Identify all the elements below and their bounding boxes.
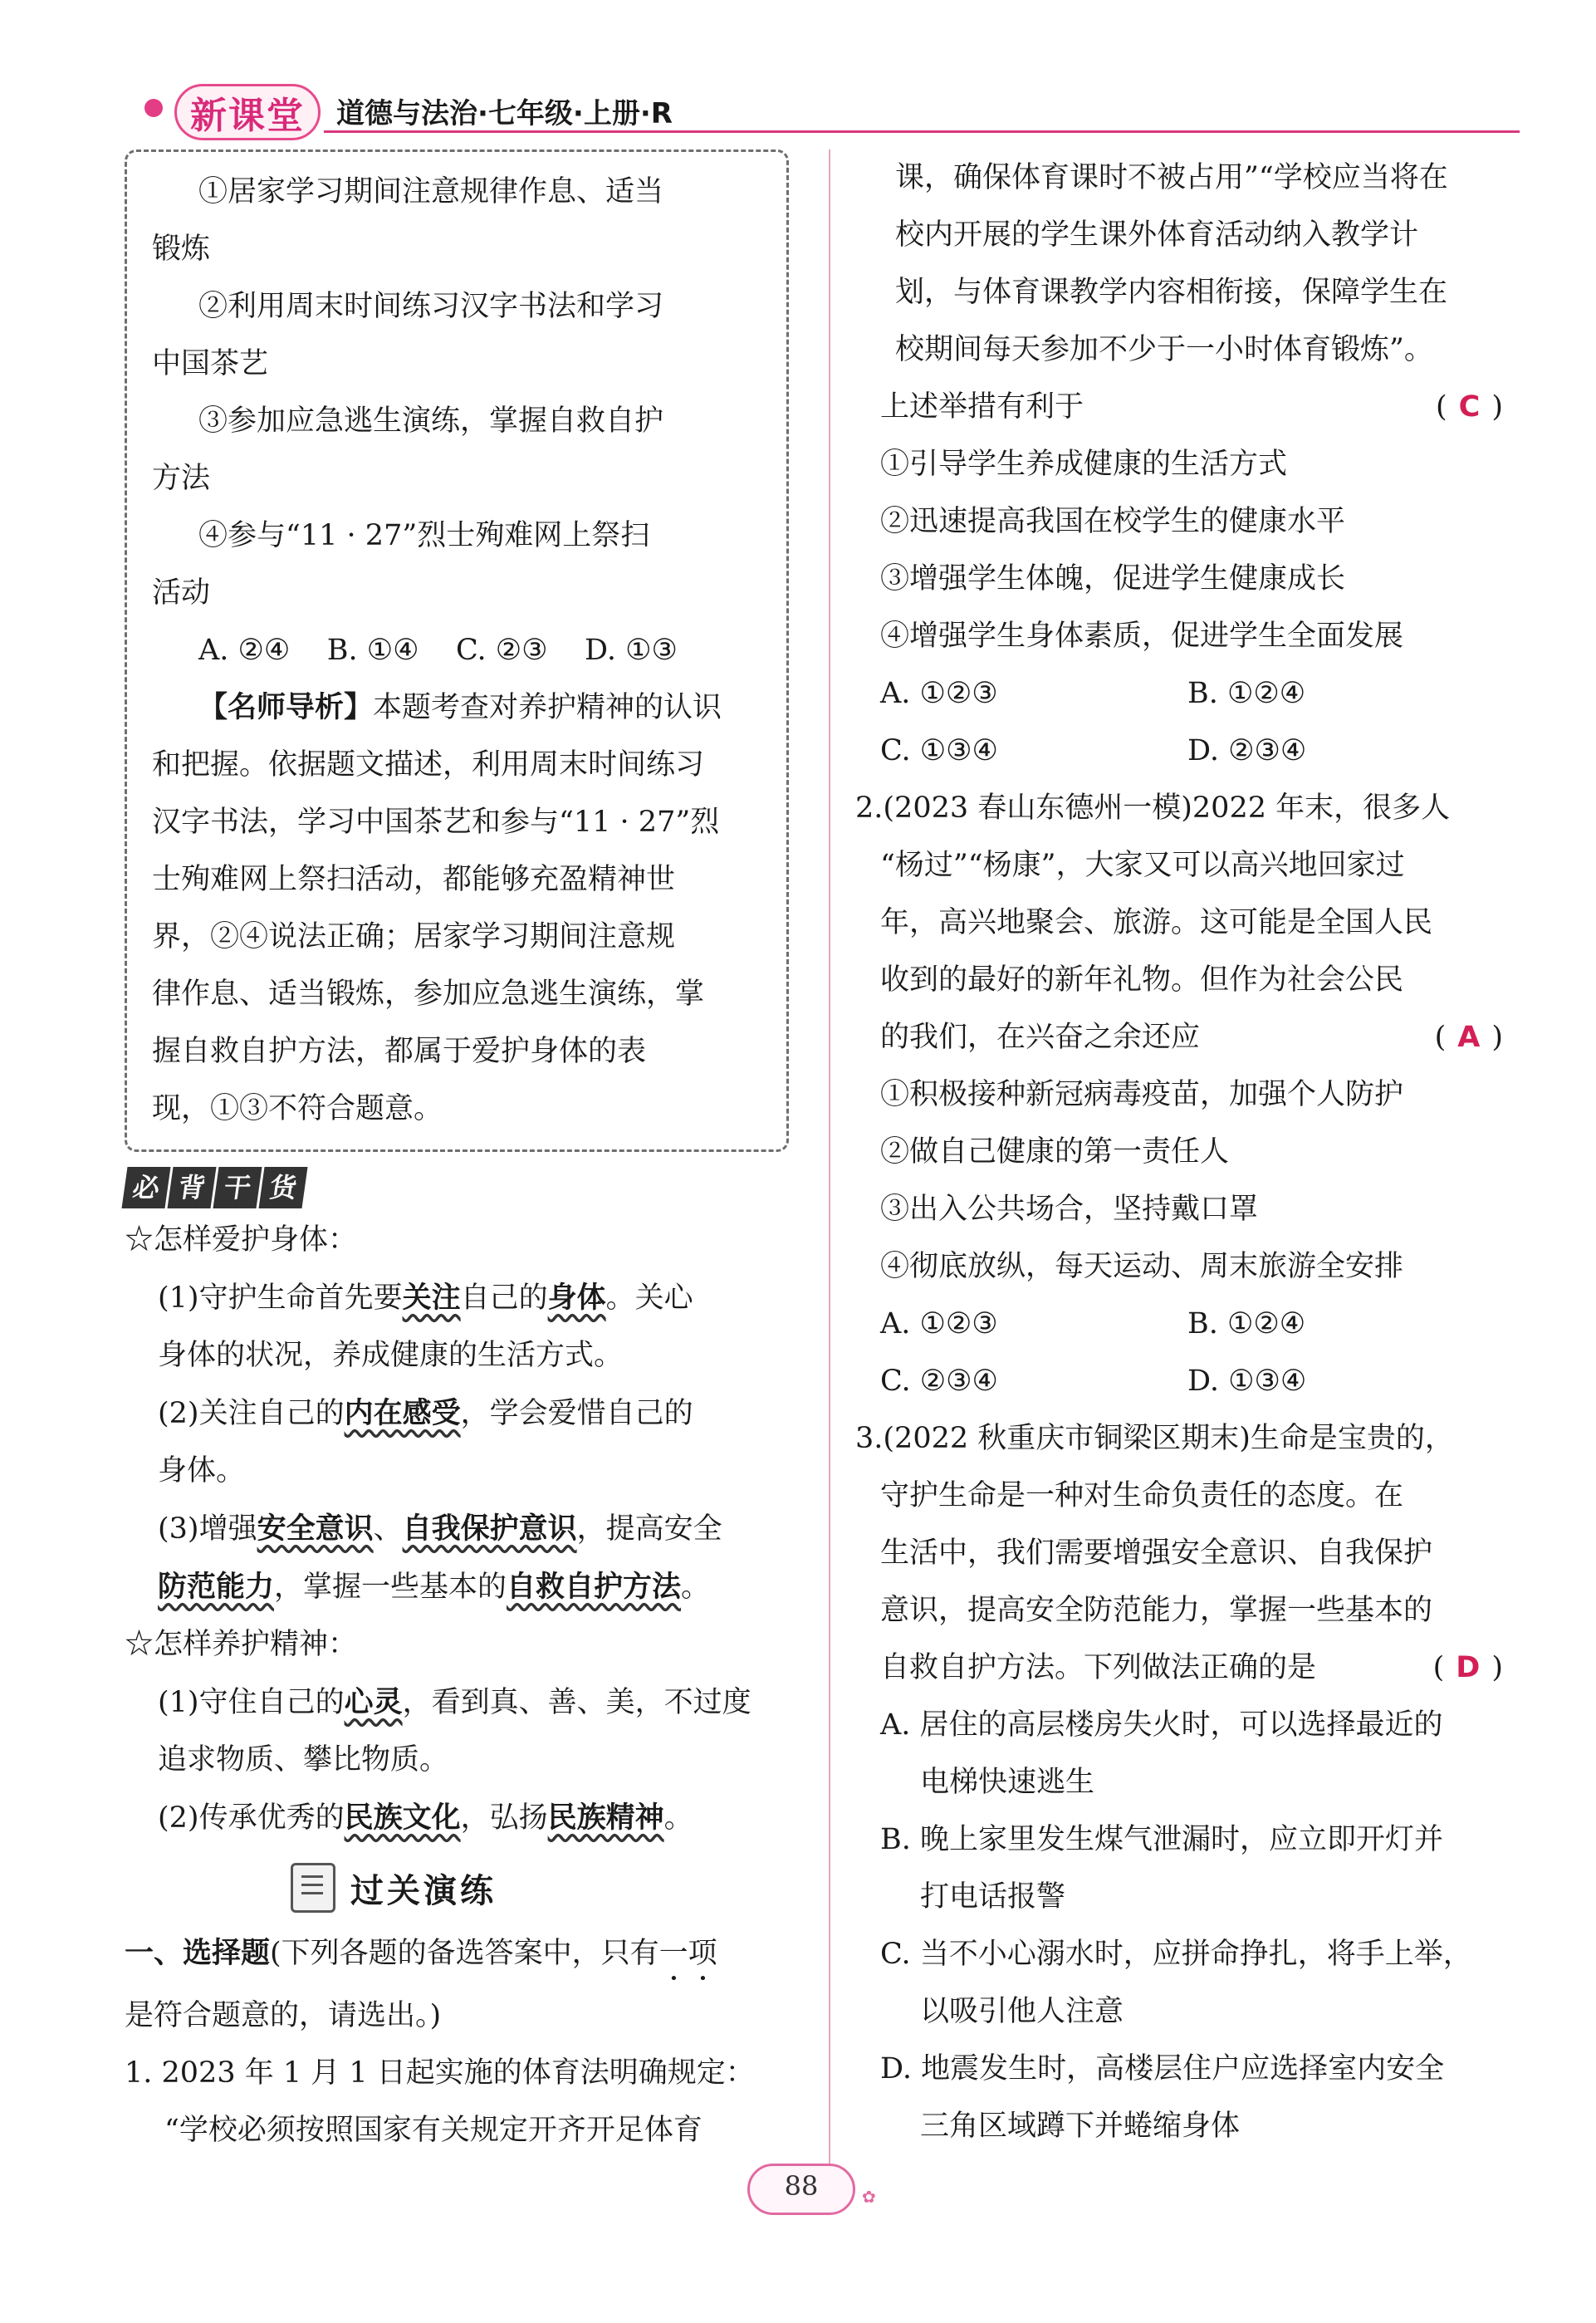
q1-option-2: ②迅速提高我国在校学生的健康水平 [880,505,1346,538]
answer-bracket: ( D ) [1433,1639,1503,1697]
emphasis-text: 一项 [658,1937,717,1970]
text: 的我们，在兴奋之余还应 [880,1021,1201,1054]
text: 上述举措有利于 [880,390,1084,424]
keyword: 自我保护意识 [402,1512,577,1546]
q3-choice-c-cont: 以吸引他人注意 [920,1995,1124,2028]
text: 。 [663,1801,693,1835]
keyword: 民族精神 [547,1801,664,1835]
choice-c: C. ①③④ [880,734,998,767]
option-1: ①居家学习期间注意规律作息、适当 [198,175,664,208]
question-1-line-2: “学校必须按照国家有关规定开齐开足体育 [164,2114,703,2147]
page-header [125,79,1520,145]
body-point-3 [125,1500,805,1558]
explanation-line-4: 士殉难网上祭扫活动，都能够充盈精神世 [152,863,676,896]
q3-choice-b: B. 晚上家里发生煤气泄漏时，应立即开灯并 [880,1823,1443,1856]
q3-choice-d: D. 地震发生时，高楼层住户应选择室内安全 [880,2052,1445,2085]
choice-a: A. ①②③ [880,1307,998,1340]
text: 自己的 [460,1282,548,1315]
text: 、 [373,1512,403,1546]
q2-option-3: ③出入公共场合，坚持戴口罩 [880,1193,1259,1226]
choice-d: D. ②③④ [1187,734,1307,767]
explanation-line-1 [152,679,766,737]
question-3-line-1: 3.(2022 秋重庆市铜梁区期末)生命是宝贵的， [855,1422,1454,1455]
question-1-line-6: 校期间每天参加不少于一小时体育锻炼”。 [895,333,1433,366]
right-column [855,149,1503,2155]
body-point-2 [125,1384,805,1443]
logo-text: 新课堂 [190,95,305,137]
notebook-icon [291,1863,335,1913]
option-3-cont: 方法 [152,462,211,495]
q3-choice-a: A. 居住的高层楼房失火时，可以选择最近的 [880,1708,1443,1742]
question-2-line-3: 年，高兴地聚会、旅游。这可能是全国人民 [880,906,1433,939]
answer-2: A [1457,1021,1481,1054]
spirit-care-heading: ☆怎样养护精神： [125,1628,358,1661]
choice-d: D. ①③④ [1187,1365,1307,1398]
question-1-line-1: 1. 2023 年 1 月 1 日起实施的体育法明确规定： [125,2056,755,2090]
q1-option-1: ①引导学生养成健康的生活方式 [880,448,1288,481]
section-1-intro-cont: 是符合题意的，请选出。) [125,1999,442,2032]
text: ，提高安全 [576,1512,722,1546]
question-1-line-3: 课，确保体育课时不被占用”“学校应当将在 [895,161,1448,194]
keyword: 自救自护方法 [507,1570,682,1604]
text: 。 [681,1571,711,1604]
keyword: 安全意识 [257,1512,374,1546]
keyword: 防范能力 [158,1570,275,1604]
brand-logo [141,79,349,145]
q1-option-4: ④增强学生身体素质，促进学生全面发展 [880,620,1404,653]
option-3: ③参加应急逃生演练，掌握自救自护 [198,404,664,438]
choice-b: B. ①②④ [1187,677,1306,710]
body-point-3-cont [125,1558,805,1616]
answer-bracket: ( A ) [1435,1009,1503,1066]
star-icon: ✿ [862,2187,876,2207]
badge-char-2: 背 [167,1167,216,1208]
logo-dot-icon [144,99,163,117]
body-care-heading: ☆怎样爱护身体： [125,1223,358,1257]
text: ，看到真、善、美，不过度 [402,1686,751,1719]
q2-choices-row-1 [855,1296,1503,1353]
q2-option-4: ④彻底放纵，每天运动、周末旅游全安排 [880,1250,1404,1283]
body-point-2-cont: 身体。 [158,1454,246,1487]
explanation-text-1: 本题考查对养护精神的认识 [373,691,722,724]
question-3-line-3: 生活中，我们需要增强安全意识、自我保护 [880,1536,1433,1570]
header-rule [324,130,1520,133]
badge-char-1: 必 [121,1167,170,1208]
q3-choice-c: C. 当不小心溺水时，应拼命挣扎，将手上举， [880,1938,1472,1971]
keyword: 身体 [547,1281,606,1315]
text: (2)传承优秀的 [158,1801,345,1835]
q2-choices-row-2 [855,1353,1503,1410]
question-2-line-2: “杨过”“杨康”，大家又可以高兴地回家过 [880,849,1405,882]
left-column [125,149,805,2159]
q3-choice-a-cont: 电梯快速逃生 [920,1766,1095,1799]
choice-a: A. ①②③ [880,677,998,710]
question-3-line-4: 意识，提高安全防范能力，掌握一些基本的 [880,1594,1433,1627]
explanation-line-5: 界，②④说法正确；居家学习期间注意规 [152,920,676,953]
choice-c: C. ②③④ [880,1365,998,1398]
q3-choice-b-cont: 打电话报警 [920,1880,1066,1914]
question-2-line-1: 2.(2023 春山东德州一模)2022 年末，很多人 [855,791,1451,825]
choice-list: A. ②④ B. ①④ C. ②③ D. ①③ [198,634,678,667]
answer-3: D [1456,1651,1481,1684]
section-1-intro [125,1925,805,1987]
question-3-line-2: 守护生命是一种对生命负责任的态度。在 [880,1479,1404,1512]
option-4: ④参与“11 · 27”烈士殉难网上祭扫 [198,519,650,552]
option-2-cont: 中国茶艺 [152,347,269,380]
explanation-line-8: 现，①③不符合题意。 [152,1092,443,1125]
text: (1)守住自己的 [158,1686,345,1719]
question-1-stem [855,379,1503,436]
practice-section-header [291,1859,805,1917]
body-point-1 [125,1269,805,1327]
section-title: 过关演练 [350,1871,497,1910]
option-2: ②利用周末时间练习汉字书法和学习 [198,290,664,323]
column-divider [829,149,830,2176]
question-1-line-5: 划，与体育课教学内容相衔接，保障学生在 [895,276,1448,309]
question-1-line-4: 校内开展的学生课外体育活动纳入教学计 [895,218,1419,252]
teacher-guide-tag: 【名师导析】 [198,691,374,724]
option-1-cont: 锻炼 [152,233,211,266]
explanation-line-3: 汉字书法，学习中国茶艺和参与“11 · 27”烈 [152,806,720,839]
spirit-point-1-cont: 追求物质、攀比物质。 [158,1743,449,1777]
text: 。关心 [605,1282,693,1315]
choice-b: B. ①②④ [1187,1307,1306,1340]
page-footer [747,2164,876,2215]
answer-1: C [1458,390,1481,424]
page-number: 88 [784,2170,819,2202]
keyword: 心灵 [344,1685,403,1719]
text: 自救自护方法。下列做法正确的是 [880,1651,1317,1684]
q2-option-1: ①积极接种新冠病毒疫苗，加强个人防护 [880,1078,1404,1111]
text: ，掌握一些基本的 [274,1571,507,1604]
text: (2)关注自己的 [158,1397,345,1430]
question-2-line-4: 收到的最好的新年礼物。但作为社会公民 [880,963,1404,997]
option-4-cont: 活动 [152,576,211,610]
explanation-line-2: 和把握。依据题文描述，利用周末时间练习 [152,748,705,782]
q1-choices-row-2 [855,723,1503,780]
keyword: 关注 [402,1281,461,1315]
q1-choices-row-1 [855,665,1503,723]
explanation-line-7: 握自救自护方法，都属于爱护身体的表 [152,1035,647,1068]
q2-option-2: ②做自己健康的第一责任人 [880,1135,1230,1169]
text: ，学会爱惜自己的 [460,1397,693,1430]
keyword: 民族文化 [344,1801,461,1835]
question-2-stem [855,1009,1503,1066]
question-3-stem [855,1639,1503,1697]
logo-badge [174,84,321,140]
section-1-heading: 一、选择题 [125,1937,271,1970]
explanation-line-6: 律作息、适当锻炼，参加应急逃生演练，掌 [152,978,705,1011]
must-memorize-badge [125,1167,307,1208]
book-title: 道德与法治·七年级·上册·R [336,97,673,130]
badge-char-3: 干 [213,1167,262,1208]
spirit-point-2 [125,1789,805,1847]
text: (3)增强 [158,1512,257,1546]
spirit-point-1 [125,1674,805,1732]
example-box [125,149,789,1152]
badge-char-4: 货 [258,1167,307,1208]
body-point-1-cont: 身体的状况，养成健康的生活方式。 [158,1339,624,1372]
text: (下列各题的备选答案中，只有 [270,1937,659,1970]
text: ，弘扬 [460,1801,548,1835]
q3-choice-d-cont: 三角区域蹲下并蜷缩身体 [920,2110,1241,2143]
q1-option-3: ③增强学生体魄，促进学生健康成长 [880,562,1346,595]
text: (1)守护生命首先要 [158,1282,403,1315]
answer-bracket: ( C ) [1436,379,1503,436]
keyword: 内在感受 [344,1396,461,1430]
